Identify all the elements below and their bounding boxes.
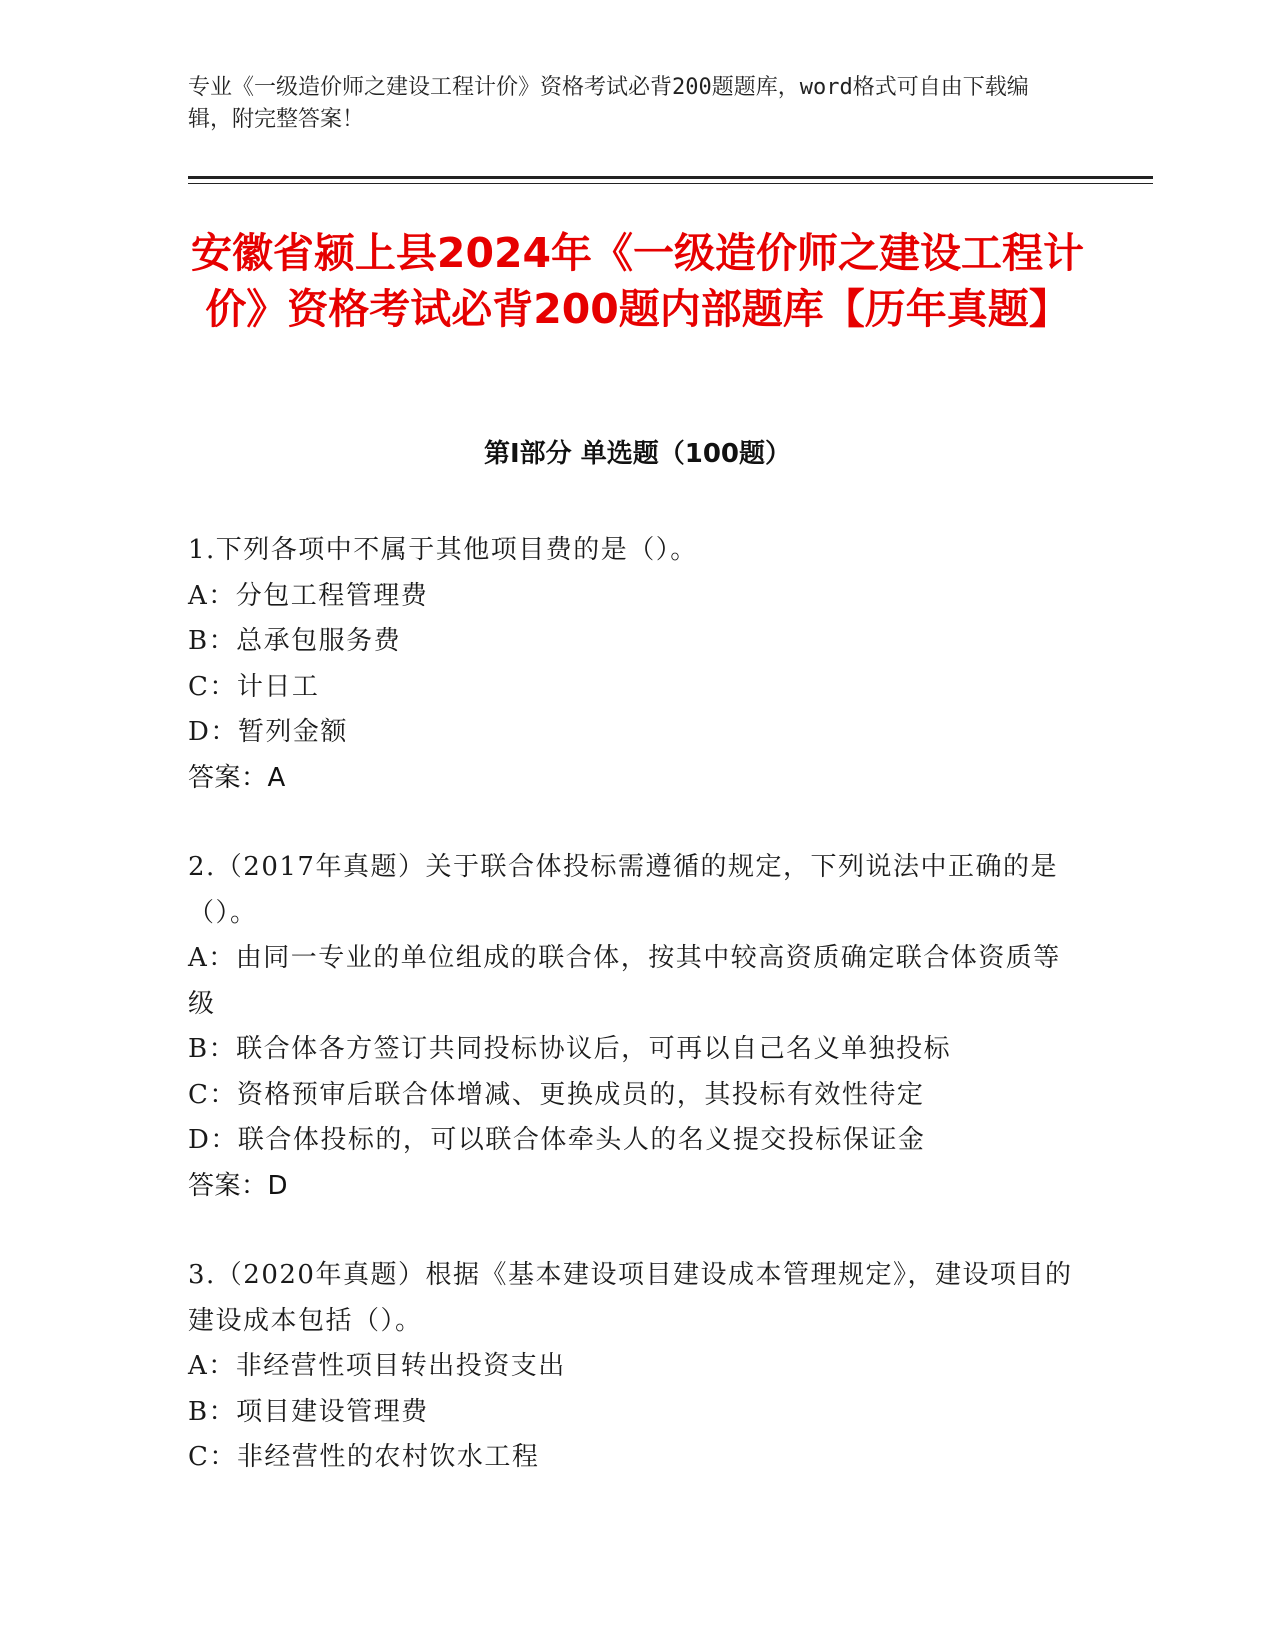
document-title: 安徽省颍上县2024年《一级造价师之建设工程计价》资格考试必背200题内部题库【历年真题】 <box>190 229 1085 333</box>
option-a: A：分包工程管理费 <box>188 580 429 611</box>
question-stem: 2.（2017年真题）关于联合体投标需遵循的规定，下列说法中正确的是（）。 <box>188 852 1058 928</box>
header-note: 专业《一级造价师之建设工程计价》资格考试必背200题题库，word格式可自由下载编辑，附完整答案！ <box>188 75 1029 132</box>
header-rule-thin <box>188 183 1153 184</box>
question-stem: 1.下列各项中不属于其他项目费的是（）。 <box>188 535 698 565</box>
question-3 <box>188 1253 1078 1481</box>
option-d: D：联合体投标的，可以联合体牵头人的名义提交投标保证金 <box>188 1125 926 1155</box>
option-d: D：暂列金额 <box>188 717 348 747</box>
question-1 <box>188 528 1078 801</box>
answer: 答案：D <box>188 1170 289 1201</box>
question-stem: 3.（2020年真题）根据《基本建设项目建设成本管理规定》，建设项目的建设成本包括（）。 <box>188 1260 1073 1336</box>
answer: 答案：A <box>188 762 286 793</box>
option-c: C：资格预审后联合体增减、更换成员的，其投标有效性待定 <box>188 1079 925 1110</box>
option-c: C：非经营性的农村饮水工程 <box>188 1442 540 1472</box>
section-heading: 第I部分 单选题（100题） <box>484 439 791 469</box>
option-a: A：由同一专业的单位组成的联合体，按其中较高资质确定联合体资质等级 <box>188 943 1061 1019</box>
option-a: A：非经营性项目转出投资支出 <box>188 1351 566 1381</box>
option-b: B：总承包服务费 <box>188 626 402 656</box>
header-rule-thick <box>188 176 1153 179</box>
option-c: C：计日工 <box>188 671 320 702</box>
question-2 <box>188 845 1078 1209</box>
option-b: B：联合体各方签订共同投标协议后，可再以自己名义单独投标 <box>188 1034 952 1064</box>
option-b: B：项目建设管理费 <box>188 1396 429 1427</box>
